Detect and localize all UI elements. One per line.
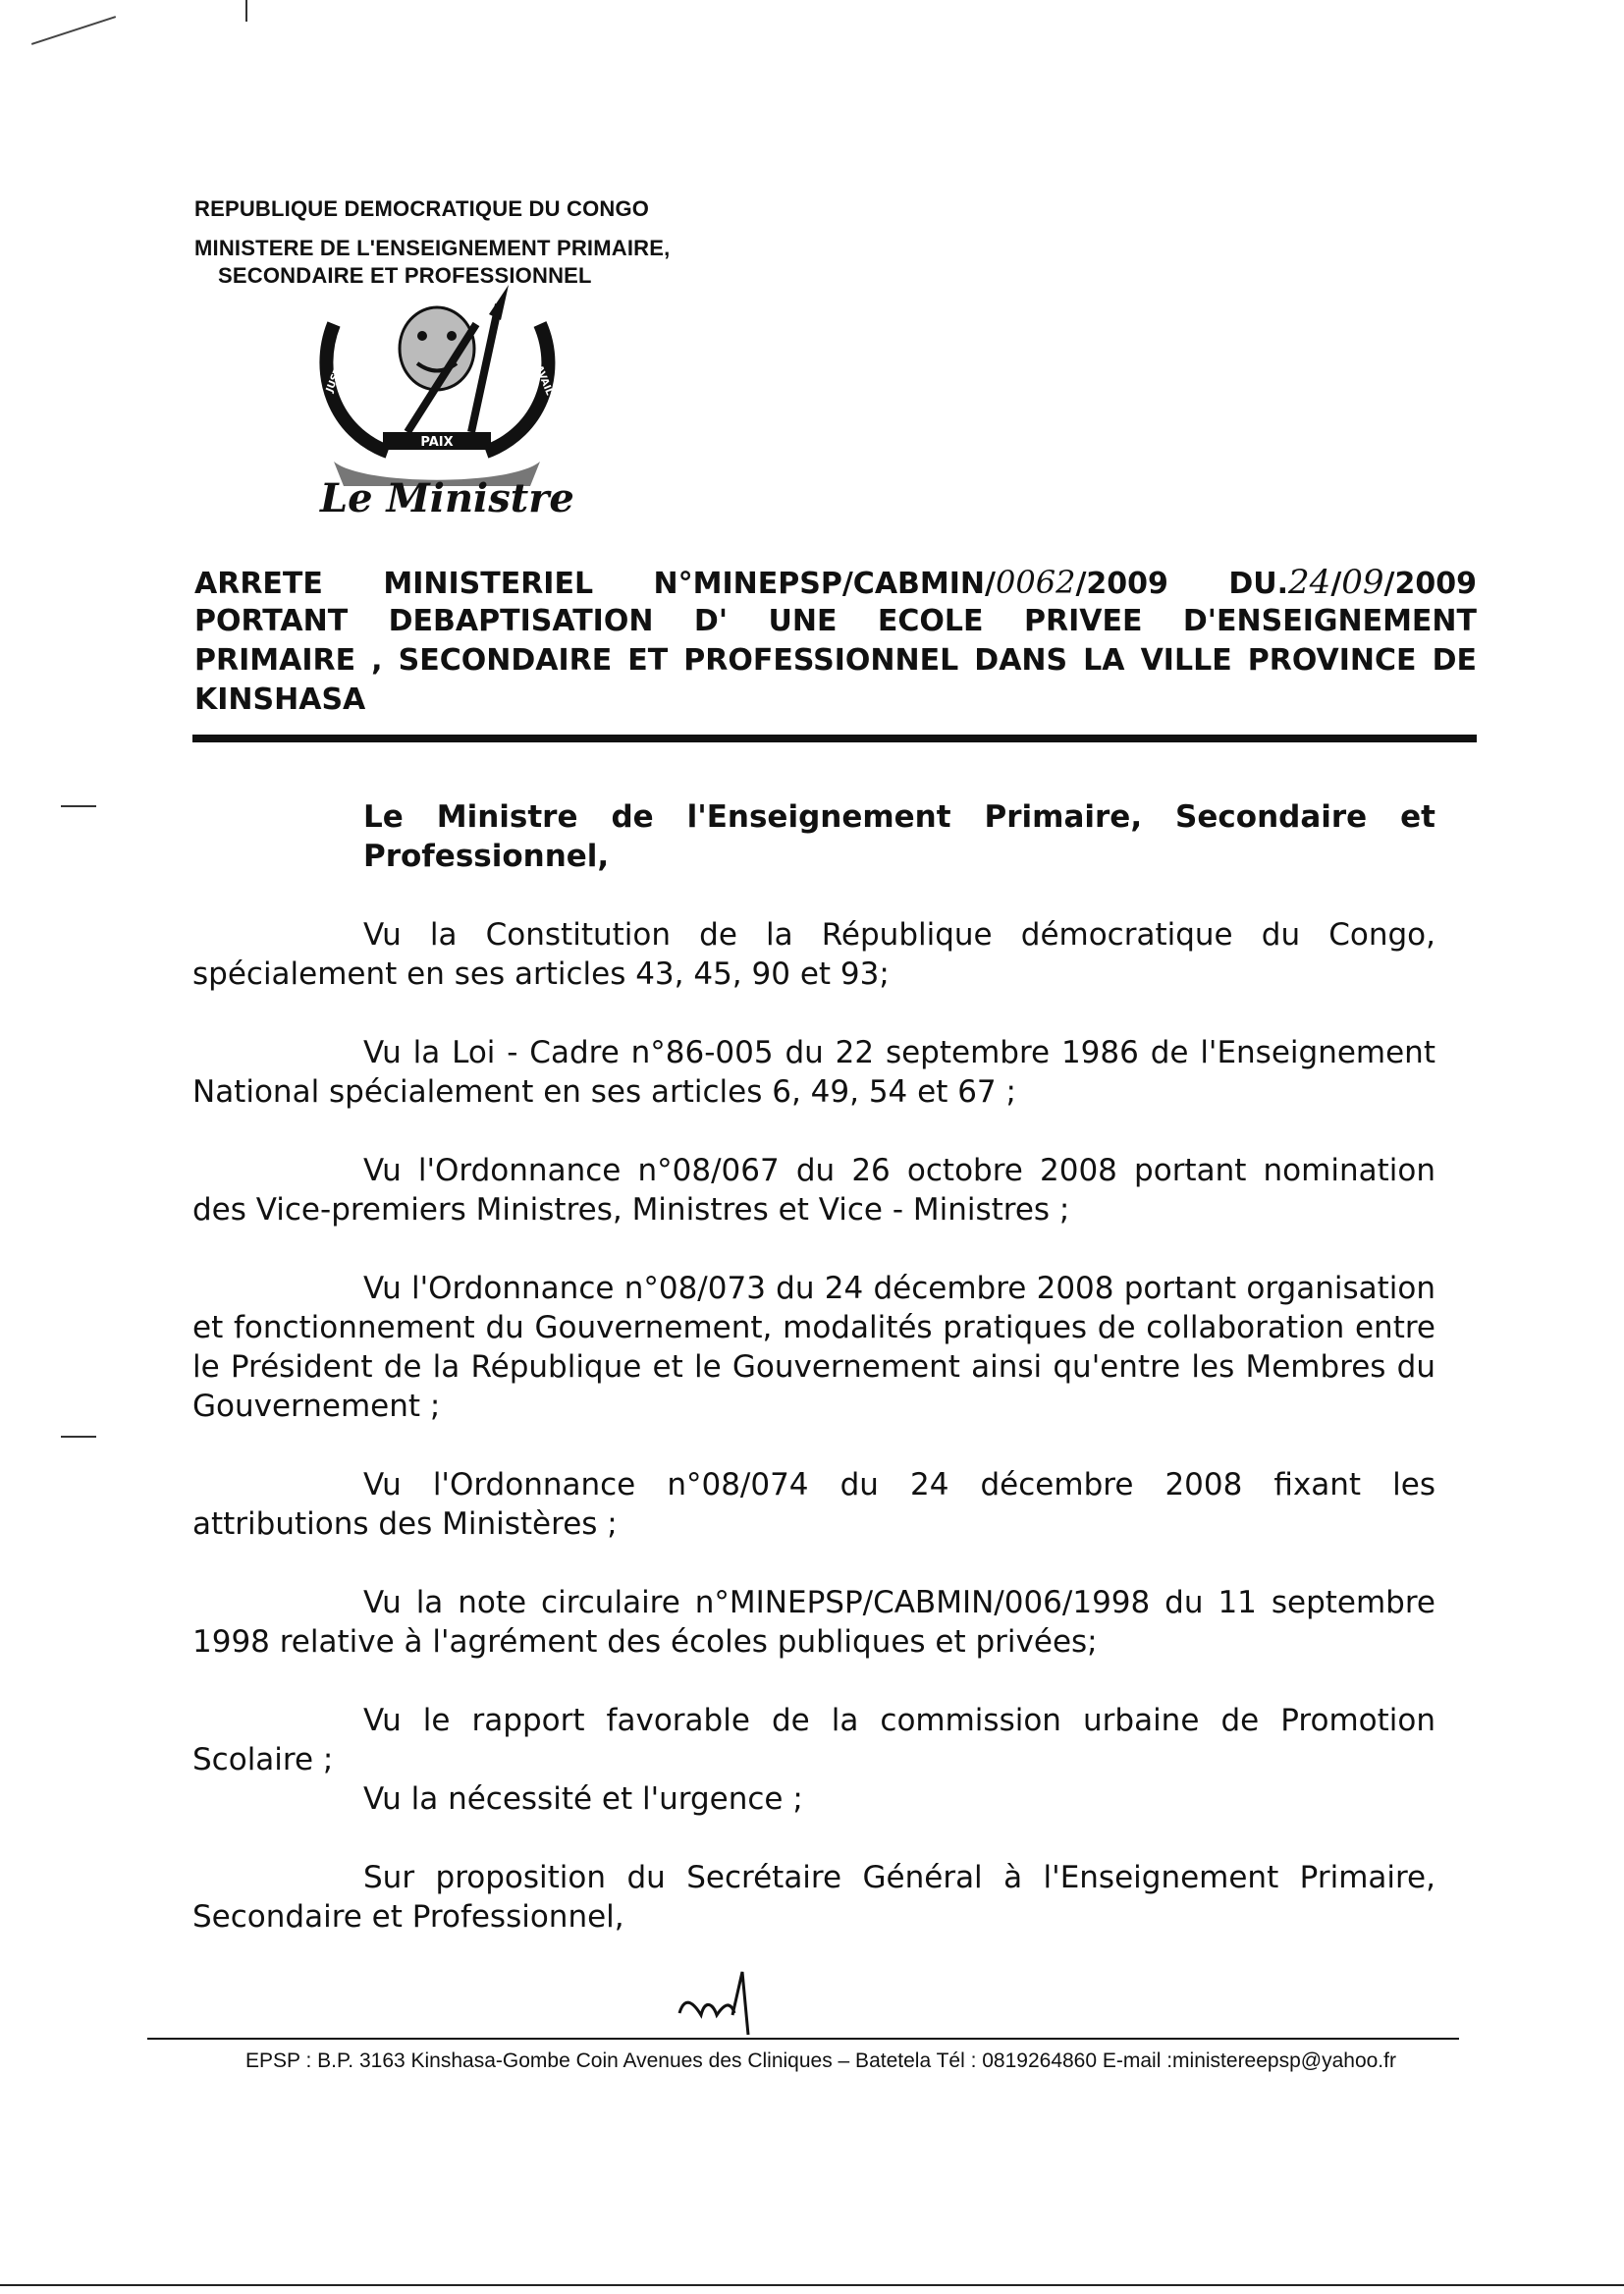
handwritten-day: 24: [1288, 563, 1331, 602]
footer-rule: [147, 2038, 1459, 2040]
consideration-6: [192, 1583, 1435, 1662]
consideration-text: Vu le rapport favorable de la commission urbaine de Promotion Scolaire ;: [192, 1703, 1435, 1777]
scan-mark-top: [245, 0, 247, 22]
decree-title-line-2: PORTANT DEBAPTISATION D' UNE ECOLE PRIVEE D'ENSEIGNEMENT: [194, 604, 1477, 638]
consideration-2: [192, 1033, 1435, 1112]
consideration-8: [192, 1779, 1435, 1819]
scan-stroke-top: [31, 16, 116, 45]
consideration-text: Vu la nécessité et l'urgence ;: [363, 1781, 803, 1817]
minister-signature-title: Le Ministre: [320, 475, 574, 521]
consideration-text: Vu l'Ordonnance n°08/073 du 24 décembre 2008 portant organisation et fonctionnement du Gouvernement, modalités pratiques de collaboration entre le Président de la République et le Gouvernement ainsi qu'entre les Membres du Gouvernement ;: [192, 1271, 1435, 1424]
consideration-5: [192, 1465, 1435, 1544]
handwritten-initials: [674, 1964, 772, 2043]
coat-of-arms-emblem: [304, 285, 569, 486]
footer-address: EPSP : B.P. 3163 Kinshasa-Gombe Coin Avenues des Cliniques – Batetela Tél : 0819264860 E-mail :ministereepsp@yahoo.fr: [245, 2049, 1396, 2072]
consideration-text: Sur proposition du Secrétaire Général à l'Enseignement Primaire, Secondaire et Professionnel,: [192, 1860, 1435, 1935]
consideration-text: Vu l'Ordonnance n°08/074 du 24 décembre 2008 fixant les attributions des Ministères ;: [192, 1467, 1435, 1542]
handwritten-number: 0062: [996, 564, 1076, 601]
letterhead-ministry: MINISTERE DE L'ENSEIGNEMENT PRIMAIRE,: [194, 236, 671, 260]
consideration-7: [192, 1701, 1435, 1779]
consideration-4: [192, 1269, 1435, 1426]
decree-year: 2009 DU.: [1086, 567, 1289, 601]
letterhead-country: REPUBLIQUE DEMOCRATIQUE DU CONGO: [194, 196, 650, 221]
handwritten-month: 09: [1341, 563, 1384, 602]
emblem-left-text: JUSTICE: [324, 350, 352, 395]
scan-mark-left-1: [61, 805, 96, 807]
decree-reference-text: MINISTERIEL N°MINEPSP/CABMIN/: [383, 567, 996, 601]
page-bottom-rule: [0, 2284, 1624, 2286]
consideration-text: Vu la Constitution de la République démocratique du Congo, spécialement en ses articles 43, 45, 90 et 93;: [192, 917, 1435, 992]
scan-mark-left-2: [61, 1436, 96, 1438]
consideration-text: Vu la note circulaire n°MINEPSP/CABMIN/006/1998 du 11 septembre 1998 relative à l'agrément des écoles publiques et privées;: [192, 1585, 1435, 1660]
title-rule: [192, 735, 1477, 742]
consideration-text: Vu la Loi - Cadre n°86-005 du 22 septembre 1986 de l'Enseignement National spécialement en ses articles 6, 49, 54 et 67 ;: [192, 1035, 1435, 1110]
consideration-text: Vu l'Ordonnance n°08/067 du 26 octobre 2008 portant nomination des Vice-premiers Ministres, Ministres et Vice - Ministres ;: [192, 1153, 1435, 1228]
decree-reference: MINISTERIEL N°MINEPSP/CABMIN/0062/2009 DU.24/09/2009: [383, 563, 1478, 602]
consideration-3: [192, 1151, 1435, 1229]
decree-label: ARRETE: [194, 567, 323, 601]
consideration-9: [192, 1858, 1435, 1937]
decree-title-line-1: [194, 562, 1477, 605]
minister-intro: [192, 797, 1435, 876]
emblem-banner-text: PAIX: [420, 435, 454, 450]
consideration-1: [192, 915, 1435, 994]
decree-title-line-3: PRIMAIRE , SECONDAIRE ET PROFESSIONNEL DANS LA VILLE PROVINCE DE: [194, 643, 1477, 678]
emblem-right-text: TRAVAIL: [527, 351, 555, 398]
letterhead-ministry-cont: SECONDAIRE ET PROFESSIONNEL: [218, 263, 592, 288]
decree-year-end: 2009: [1394, 567, 1478, 601]
intro-text: Le Ministre de l'Enseignement Primaire, Secondaire et Professionnel,: [363, 799, 1435, 874]
decree-title-line-4: KINSHASA: [194, 683, 366, 717]
